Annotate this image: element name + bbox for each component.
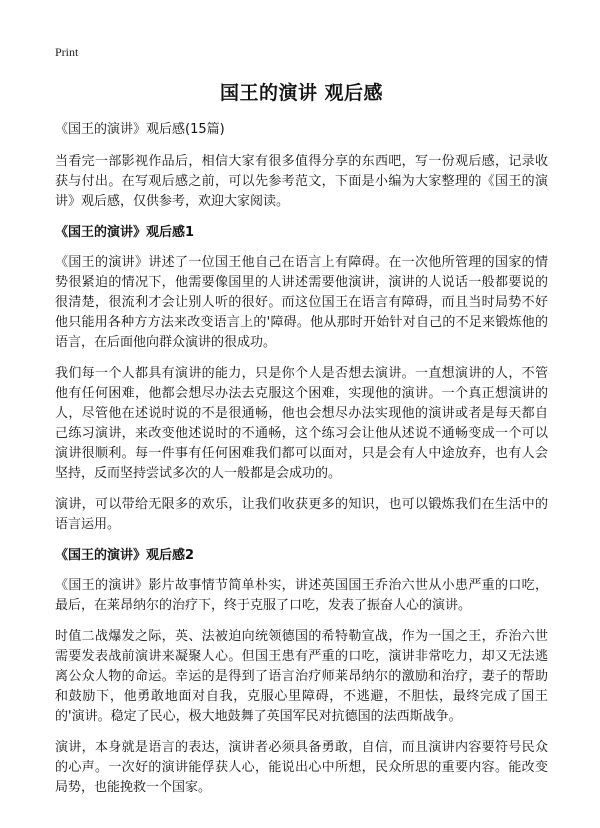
intro-paragraph: 当看完一部影视作品后，相信大家有很多值得分享的东西吧，写一份观后感，记录收获与付出。在写观后感之前，可以先参考范文，下面是小编为大家整理的《国王的演讲》观后感，仅供参考，欢迎大家阅读。 bbox=[55, 154, 548, 209]
print-link[interactable]: Print bbox=[55, 45, 79, 59]
section-heading-1: 《国王的演讲》观后感1 bbox=[55, 225, 195, 240]
document-subtitle: 《国王的演讲》观后感(15篇) bbox=[55, 122, 225, 137]
section-2-paragraph-3: 演讲，本身就是语言的表达，演讲者必须具备勇敢，自信，而且演讲内容要符号民众的心声。一次好的演讲能俘获人心，能说出心中所想，民众所思的重要内容。能改变局势，也能挽救一个国家。 bbox=[55, 740, 548, 795]
section-heading-2: 《国王的演讲》观后感2 bbox=[55, 548, 195, 563]
section-2-paragraph-1: 《国王的演讲》影片故事情节简单朴实，讲述英国国王乔治六世从小患严重的口吃，最后，在莱昂纳尔的治疗下，终于克服了口吃，发表了振奋人心的演讲。 bbox=[55, 578, 548, 613]
page-title: 国王的演讲 观后感 bbox=[219, 82, 384, 104]
section-1-paragraph-2: 我们每一个人都具有演讲的能力，只是你个人是否想去演讲。一直想演讲的人，不管他有任何困难，他都会想尽办法去克服这个困难，实现他的演讲。一个真正想演讲的人，尽管他在述说时说的不是很通畅，他也会想尽办法实现他的演讲或者是每天都自己练习演讲，来改变他述说时的不通畅，这个练习会让他从述说不通畅变成一个可以演讲很顺利。每一件事有任何困难我们都可以面对，只是会有人中途放弃，也有人会坚持，反而坚持尝试多次的人一般都是会成功的。 bbox=[55, 366, 548, 481]
section-2-paragraph-2: 时值二战爆发之际，英、法被迫向统领德国的希特勒宣战，作为一国之王，乔治六世需要发表战前演讲来凝聚人心。但国王患有严重的口吃，演讲非常吃力，却又无法逃离公众人物的命运。幸运的是得到了语言治疗师莱昂纳尔的激励和治疗，妻子的帮助和鼓励下，他勇敢地面对自我，克服心里障碍，不逃避，不胆怯，最终完成了国王的'演讲。稳定了民心，极大地鼓舞了英国军民对抗德国的法西斯战争。 bbox=[55, 629, 548, 724]
section-1-paragraph-3: 演讲，可以带给无限多的欢乐，让我们收获更多的知识，也可以锻炼我们在生活中的语言运用。 bbox=[55, 497, 548, 532]
section-1-paragraph-1: 《国王的演讲》讲述了一位国王他自己在语言上有障碍。在一次他所管理的国家的情势很紧迫的情况下，他需要像国里的人讲述需要他演讲，演讲的人说话一般都要说的很清楚，很流利才会让别人听的很好。而这位国王在语言有障碍，而且当时局势不好他只能用各种方方法来改变语言上的'障碍。他从那时开始针对自己的不足来锻炼他的语言，在后面他向群众演讲的很成功。 bbox=[55, 255, 548, 350]
